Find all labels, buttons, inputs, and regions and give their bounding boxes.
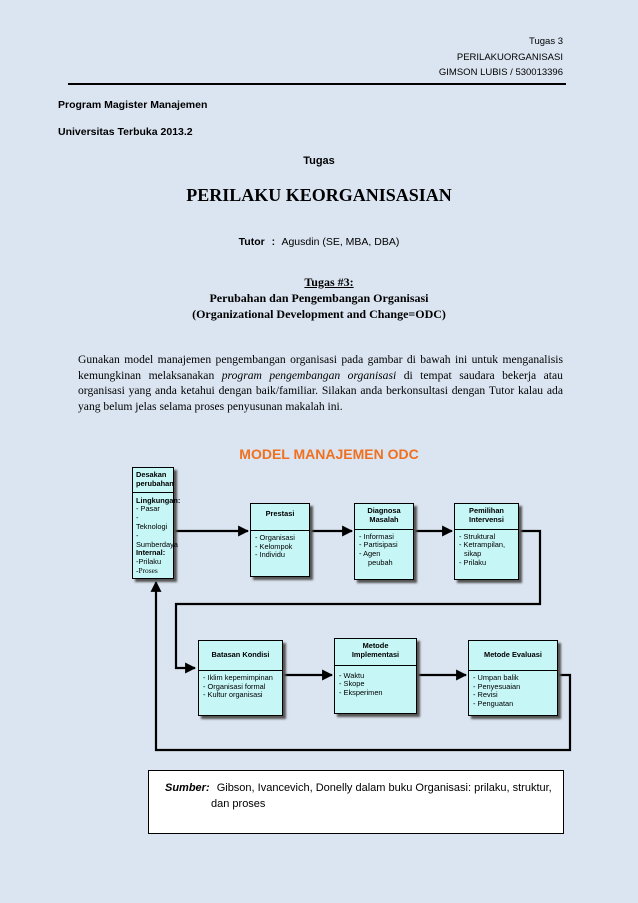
metode-eval-item: - Revisi [473,690,498,700]
instruction-part-1: Gunakan model manajemen pengembangan organisasi pada gambar di bawah ini untuk menganalisis kemungkinan melaksanakan [78,353,563,382]
tugas-label: Tugas [303,155,335,167]
source-line-2: dan proses [211,797,266,810]
desakan-title: Desakan perubahan [133,468,173,493]
pemilihan-item: - Struktural [459,531,496,541]
internal-label: Internal: [136,548,166,558]
metode-impl-item: - Eksperimen [339,688,383,698]
metode-impl-item: - Skope [339,679,365,689]
assignment-subtitle: (Organizational Development and Change=ODC) [192,307,446,321]
metode-impl-item: - Waktu [339,670,365,680]
prestasi-item: - Organisasi [255,532,295,542]
metode-eval-item: - Penyesuaian [473,681,521,691]
batasan-item: - Kultur organisasi [203,690,263,700]
lingkungan-item: - Sumberdaya [136,530,178,549]
source-box [148,770,564,834]
diagnosa-item: peubah [368,557,393,567]
batasan-item: - Organisasi formal [203,681,266,691]
diagnosa-item: - Agen [359,549,381,559]
prestasi-item: - Kelompok [255,541,293,551]
box-pemilihan-intervensi [454,503,519,580]
instruction-italic: program pengembangan organisasi [221,368,397,382]
diagnosa-item: - Informasi [359,531,394,541]
lingkungan-item: - Teknologi [136,513,168,531]
source-label: Sumber: [165,782,210,794]
metode-eval-item: - Umpan balik [473,672,519,682]
metode-eval-title: Metode Evaluasi [469,641,557,671]
box-metode-implementasi [334,638,417,714]
university-name: Universitas Terbuka 2013.2 [58,126,193,138]
box-prestasi [250,503,310,577]
metode-eval-item: - Penguatan [473,699,514,709]
box-desakan-perubahan [132,467,181,579]
prestasi-title: Prestasi [251,504,309,531]
instruction-part-2: di tempat saudara bekerja atau organisasi yang anda ketahui dengan baik/familiar. Silakan anda berkonsultasi dengan Tutor kalau ada yang belum jelas selama proses penyusunan makalah ini. [78,368,563,413]
diagnosa-item: - Partisipasi [359,540,398,550]
header-line-1: Tugas 3 [529,36,563,47]
box-metode-evaluasi [468,640,558,716]
tutor-name: Agusdin (SE, MBA, DBA) [281,236,400,248]
source-line-1: Gibson, Ivancevich, Donelly dalam buku Organisasi: prilaku, struktur, [216,782,552,794]
metode-impl-title: Metode Implementasi [335,639,416,666]
pemilihan-item: sikap [464,549,482,559]
box-diagnosa-masalah [354,503,414,580]
batasan-title: Batasan Kondisi [199,641,282,671]
batasan-item: - Iklim kepemimpinan [203,672,273,682]
pemilihan-item: - Ketrampilan, [459,540,506,550]
lingkungan-label: Lingkungan: [136,495,181,505]
header-line-3: GIMSON LUBIS / 530013396 [438,67,563,78]
internal-item: -Prilaku [136,557,162,567]
tutor-sep: : [271,236,276,248]
internal-item: -Proses [136,565,158,575]
diagnosa-title: Diagnosa Masalah [355,504,413,530]
diagram-title: MODEL MANAJEMEN ODC [239,446,419,462]
tutor-label: Tutor [238,236,265,248]
prestasi-item: - Individu [255,550,285,560]
lingkungan-item: - Pasar [136,504,160,514]
assignment-number: Tugas #3: [304,275,354,289]
course-title: PERILAKU KEORGANISASIAN [186,185,452,205]
pemilihan-item: - Prilaku [459,557,487,567]
box-batasan-kondisi [198,640,283,716]
pemilihan-title: Pemilihan Intervensi [455,504,518,530]
assignment-title: Perubahan dan Pengembangan Organisasi [209,291,429,305]
program-name: Program Magister Manajemen [58,99,208,111]
header-line-2: PERILAKUORGANISASI [456,52,563,63]
